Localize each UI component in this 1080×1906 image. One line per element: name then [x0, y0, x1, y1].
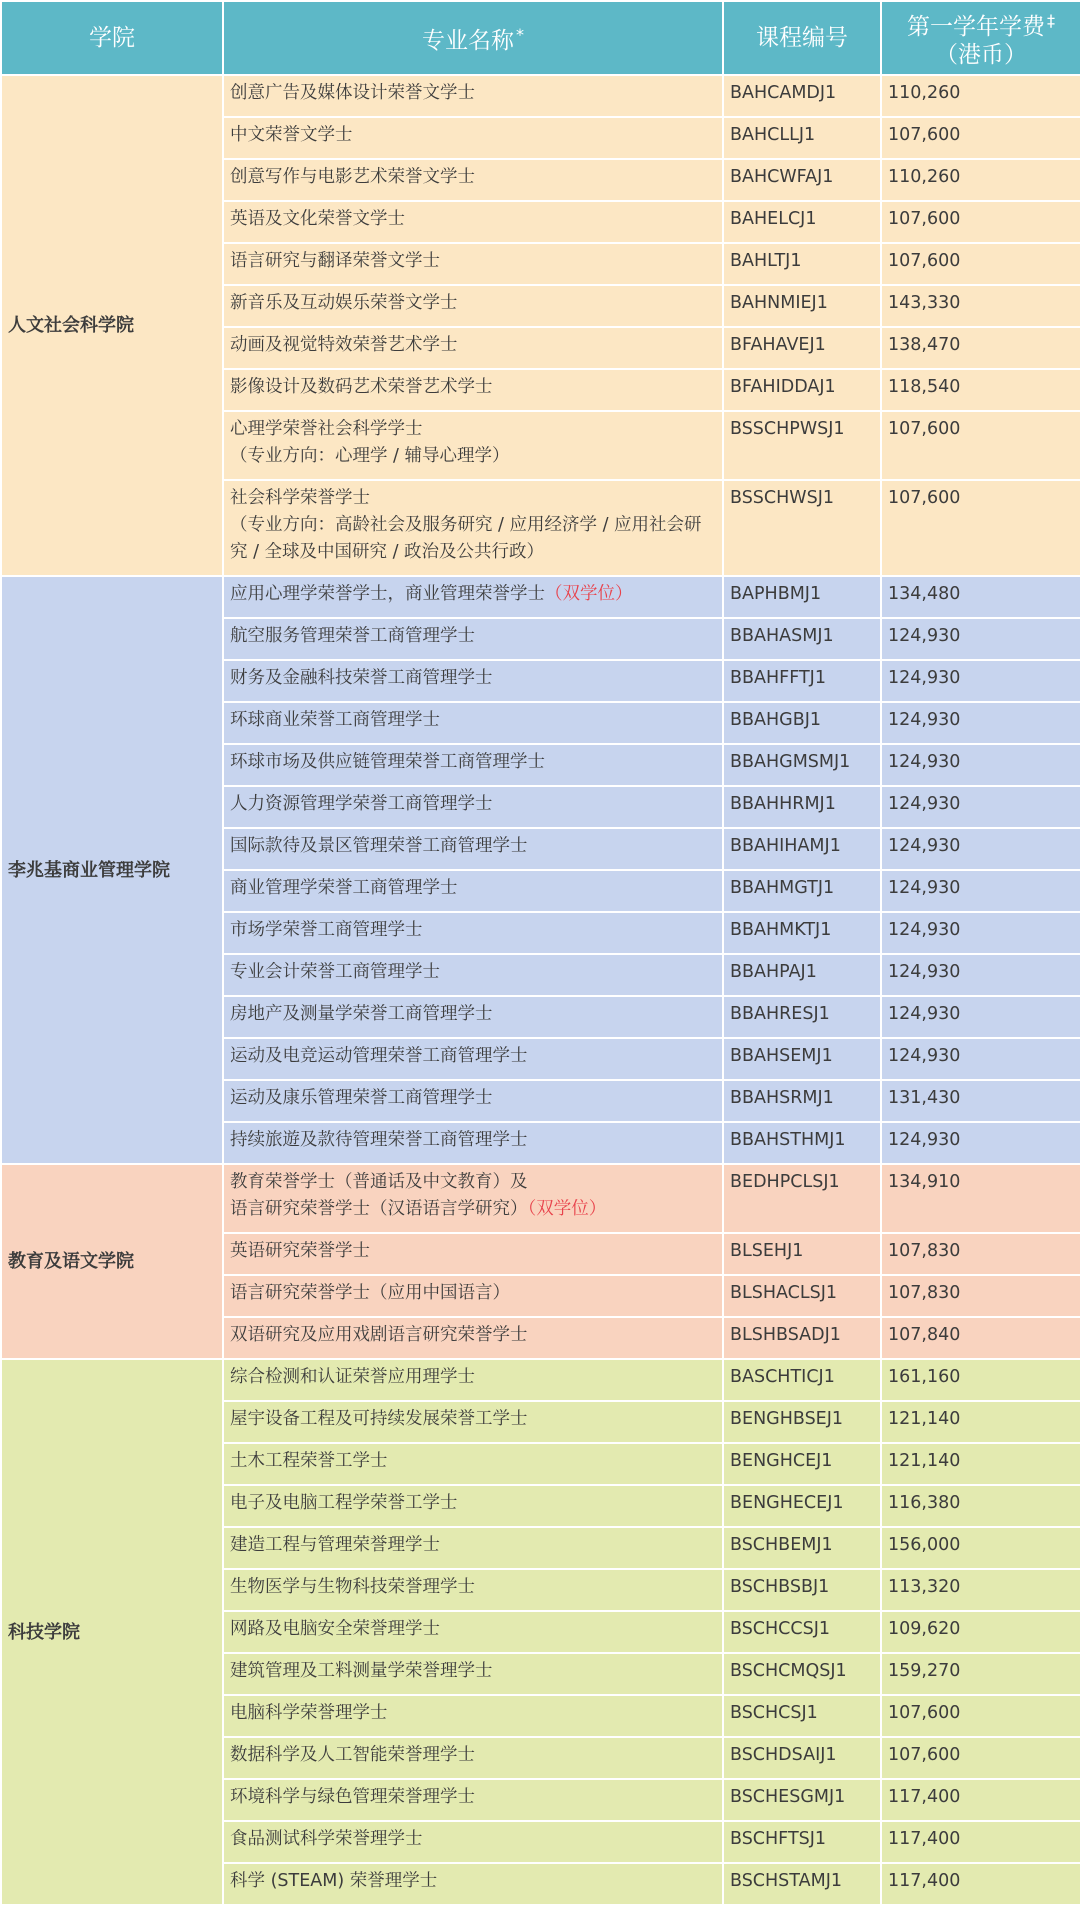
dual-degree-note: （双学位） [545, 584, 633, 604]
programme-name: 创意广告及媒体设计荣誉文学士 [230, 83, 475, 103]
table-row [1, 75, 1080, 117]
programme-subtitle: （专业方向：心理学 / 辅导心理学） [230, 446, 510, 466]
course-code-cell: BSCHCMQSJ1 [723, 1653, 881, 1695]
course-code-cell: BSCHBSBJ1 [723, 1569, 881, 1611]
course-code-cell: BAHNMIEJ1 [723, 285, 881, 327]
programme-name: 应用心理学荣誉学士，商业管理荣誉学士 [230, 584, 545, 604]
programme-name: 专业会计荣誉工商管理学士 [230, 962, 440, 982]
programme-name-cell [223, 243, 723, 285]
tuition-fee-cell: 124,930 [881, 744, 1080, 786]
programme-name-cell [223, 1779, 723, 1821]
tuition-fee-cell: 107,830 [881, 1275, 1080, 1317]
programme-name-cell [223, 996, 723, 1038]
programme-name: 环境科学与绿色管理荣誉理学士 [230, 1787, 475, 1807]
tuition-fee-cell: 124,930 [881, 996, 1080, 1038]
programme-name: 土木工程荣誉工学士 [230, 1451, 388, 1471]
programme-name: 电脑科学荣誉理学士 [230, 1703, 388, 1723]
tuition-fee-cell: 138,470 [881, 327, 1080, 369]
tuition-fee-cell: 131,430 [881, 1080, 1080, 1122]
programme-name-cell [223, 1863, 723, 1905]
programme-name-cell [223, 954, 723, 996]
programme-name-cell [223, 744, 723, 786]
header-fee-currency: （港币） [935, 42, 1027, 68]
programme-name-cell [223, 1443, 723, 1485]
programme-name: 市场学荣誉工商管理学士 [230, 920, 423, 940]
programme-name-cell [223, 1401, 723, 1443]
programme-name-cell [223, 1737, 723, 1779]
table-body [1, 75, 1080, 1905]
course-code-cell: BAHELCJ1 [723, 201, 881, 243]
table-row [1, 1164, 1080, 1233]
course-code-cell: BSCHDSAIJ1 [723, 1737, 881, 1779]
tuition-fee-cell: 124,930 [881, 1038, 1080, 1080]
programme-name-cell [223, 369, 723, 411]
programme-name: 人力资源管理学荣誉工商管理学士 [230, 794, 493, 814]
programme-name: 创意写作与电影艺术荣誉文学士 [230, 167, 475, 187]
header-faculty [1, 1, 223, 75]
tuition-fee-cell: 124,930 [881, 618, 1080, 660]
course-code-cell: BAHLTJ1 [723, 243, 881, 285]
course-code-cell: BBAHIHAMJ1 [723, 828, 881, 870]
programme-name: 教育荣誉学士（普通话及中文教育）及 [230, 1172, 528, 1192]
header-programme-mark: * [516, 25, 524, 44]
programme-name: 电子及电脑工程学荣誉工学士 [230, 1493, 458, 1513]
tuition-fee-cell: 143,330 [881, 285, 1080, 327]
programme-name: 英语及文化荣誉文学士 [230, 209, 405, 229]
programme-name: 影像设计及数码艺术荣誉艺术学士 [230, 377, 493, 397]
programme-name-cell [223, 870, 723, 912]
programme-name-cell [223, 1275, 723, 1317]
programme-name: 新音乐及互动娱乐荣誉文学士 [230, 293, 458, 313]
programme-name-cell [223, 1080, 723, 1122]
programme-name: 食品测试科学荣誉理学士 [230, 1829, 423, 1849]
header-code [723, 1, 881, 75]
programme-name: 运动及康乐管理荣誉工商管理学士 [230, 1088, 493, 1108]
course-code-cell: BLSHACLSJ1 [723, 1275, 881, 1317]
course-code-cell: BBAHSTHMJ1 [723, 1122, 881, 1164]
tuition-fee-cell: 107,600 [881, 411, 1080, 480]
programme-name: 双语研究及应用戏剧语言研究荣誉学士 [230, 1325, 528, 1345]
programme-name: 语言研究荣誉学士（应用中国语言） [230, 1283, 510, 1303]
programme-name: 中文荣誉文学士 [230, 125, 353, 145]
table-row [1, 1359, 1080, 1401]
header-programme [223, 1, 723, 75]
programme-name-cell [223, 480, 723, 576]
tuition-fee-cell: 161,160 [881, 1359, 1080, 1401]
tuition-fee-cell: 107,600 [881, 480, 1080, 576]
programme-subtitle: 语言研究荣誉学士（汉语语言学研究） [230, 1199, 528, 1219]
course-code-cell: BENGHECEJ1 [723, 1485, 881, 1527]
tuition-fee-cell: 107,600 [881, 243, 1080, 285]
programme-name: 屋宇设备工程及可持续发展荣誉工学士 [230, 1409, 528, 1429]
programme-name-cell [223, 327, 723, 369]
programme-name-cell [223, 1611, 723, 1653]
course-code-cell: BFAHAVEJ1 [723, 327, 881, 369]
programme-name: 建造工程与管理荣誉理学士 [230, 1535, 440, 1555]
tuition-fee-cell: 159,270 [881, 1653, 1080, 1695]
tuition-fee-cell: 110,260 [881, 75, 1080, 117]
tuition-fee-cell: 124,930 [881, 1122, 1080, 1164]
programme-name-cell [223, 576, 723, 618]
tuition-fee-cell: 124,930 [881, 702, 1080, 744]
programme-name-cell [223, 660, 723, 702]
course-code-cell: BBAHRESJ1 [723, 996, 881, 1038]
course-code-cell: BLSEHJ1 [723, 1233, 881, 1275]
programme-name-cell [223, 1821, 723, 1863]
course-code-cell: BBAHFFTJ1 [723, 660, 881, 702]
course-code-cell: BBAHGMSMJ1 [723, 744, 881, 786]
course-code-cell: BAHCAMDJ1 [723, 75, 881, 117]
tuition-fee-cell: 124,930 [881, 828, 1080, 870]
programme-name: 商业管理学荣誉工商管理学士 [230, 878, 458, 898]
faculty-cell: 教育及语文学院 [1, 1164, 223, 1359]
tuition-fee-cell: 124,930 [881, 870, 1080, 912]
course-code-cell: BAHCLLJ1 [723, 117, 881, 159]
tuition-fee-cell: 107,840 [881, 1317, 1080, 1359]
programme-name: 科学 (STEAM) 荣誉理学士 [230, 1871, 438, 1891]
course-code-cell: BBAHMKTJ1 [723, 912, 881, 954]
tuition-fee-cell: 117,400 [881, 1821, 1080, 1863]
course-code-cell: BASCHTICJ1 [723, 1359, 881, 1401]
programme-name-cell [223, 1164, 723, 1233]
tuition-fee-cell: 124,930 [881, 660, 1080, 702]
programme-name-cell [223, 828, 723, 870]
programme-name-cell [223, 618, 723, 660]
programme-name: 综合检测和认证荣誉应用理学士 [230, 1367, 475, 1387]
header-fee-mark: ‡ [1047, 11, 1055, 30]
header-code-label: 课程编号 [756, 25, 848, 51]
programme-name-cell [223, 411, 723, 480]
programme-name: 运动及电竞运动管理荣誉工商管理学士 [230, 1046, 528, 1066]
tuition-fee-cell: 117,400 [881, 1779, 1080, 1821]
programme-name-cell [223, 1653, 723, 1695]
course-code-cell: BSCHFTSJ1 [723, 1821, 881, 1863]
course-code-cell: BBAHSEMJ1 [723, 1038, 881, 1080]
course-code-cell: BENGHCEJ1 [723, 1443, 881, 1485]
programme-name: 航空服务管理荣誉工商管理学士 [230, 626, 475, 646]
tuition-fee-cell: 134,910 [881, 1164, 1080, 1233]
course-code-cell: BLSHBSADJ1 [723, 1317, 881, 1359]
programme-name-cell [223, 1359, 723, 1401]
course-code-cell: BAPHBMJ1 [723, 576, 881, 618]
programme-name-cell [223, 1527, 723, 1569]
programme-name-cell [223, 159, 723, 201]
programme-subtitle: （专业方向：高龄社会及服务研究 / 应用经济学 / 应用社会研究 / 全球及中国研究 / 政治及公共行政） [230, 515, 702, 562]
faculty-cell: 科技学院 [1, 1359, 223, 1905]
course-code-cell: BSSCHPWSJ1 [723, 411, 881, 480]
programme-name-cell [223, 1122, 723, 1164]
tuition-fee-cell: 124,930 [881, 912, 1080, 954]
tuition-fee-cell: 107,600 [881, 1695, 1080, 1737]
course-code-cell: BBAHASMJ1 [723, 618, 881, 660]
programme-name: 国际款待及景区管理荣誉工商管理学士 [230, 836, 528, 856]
tuition-fee-cell: 109,620 [881, 1611, 1080, 1653]
programme-name-cell [223, 1317, 723, 1359]
programme-name-cell [223, 1569, 723, 1611]
programme-name: 建筑管理及工料测量学荣誉理学士 [230, 1661, 493, 1681]
programme-name: 数据科学及人工智能荣誉理学士 [230, 1745, 475, 1765]
tuition-fee-cell: 113,320 [881, 1569, 1080, 1611]
programme-name: 语言研究与翻译荣誉文学士 [230, 251, 440, 271]
programme-name: 社会科学荣誉学士 [230, 488, 370, 508]
tuition-fee-cell: 121,140 [881, 1401, 1080, 1443]
tuition-fee-cell: 124,930 [881, 954, 1080, 996]
programme-name: 动画及视觉特效荣誉艺术学士 [230, 335, 458, 355]
programme-name: 环球商业荣誉工商管理学士 [230, 710, 440, 730]
tuition-fee-cell: 107,600 [881, 1737, 1080, 1779]
dual-degree-note: （双学位） [527, 1199, 607, 1219]
course-code-cell: BBAHGBJ1 [723, 702, 881, 744]
header-fee [881, 1, 1080, 75]
course-code-cell: BSCHESGMJ1 [723, 1779, 881, 1821]
programme-name-cell [223, 1485, 723, 1527]
course-code-cell: BSCHCSJ1 [723, 1695, 881, 1737]
course-code-cell: BBAHMGTJ1 [723, 870, 881, 912]
course-code-cell: BAHCWFAJ1 [723, 159, 881, 201]
course-code-cell: BBAHPAJ1 [723, 954, 881, 996]
tuition-fee-cell: 156,000 [881, 1527, 1080, 1569]
programme-name-cell [223, 786, 723, 828]
tuition-fee-cell: 118,540 [881, 369, 1080, 411]
header-faculty-label: 学院 [89, 25, 135, 51]
course-code-cell: BEDHPCLSJ1 [723, 1164, 881, 1233]
programme-name-cell [223, 75, 723, 117]
tuition-fee-cell: 110,260 [881, 159, 1080, 201]
programme-name: 持续旅遊及款待管理荣誉工商管理学士 [230, 1130, 528, 1150]
tuition-fee-cell: 121,140 [881, 1443, 1080, 1485]
course-code-cell: BSCHBEMJ1 [723, 1527, 881, 1569]
programme-name: 财务及金融科技荣誉工商管理学士 [230, 668, 493, 688]
tuition-fee-cell: 124,930 [881, 786, 1080, 828]
programme-name: 生物医学与生物科技荣誉理学士 [230, 1577, 475, 1597]
header-row [1, 1, 1080, 75]
faculty-cell: 李兆基商业管理学院 [1, 576, 223, 1164]
programme-name-cell [223, 117, 723, 159]
course-code-cell: BBAHSRMJ1 [723, 1080, 881, 1122]
programme-name-cell [223, 201, 723, 243]
header-fee-label: 第一学年学费 [907, 14, 1045, 40]
tuition-fee-cell: 116,380 [881, 1485, 1080, 1527]
tuition-fee-cell: 107,830 [881, 1233, 1080, 1275]
course-code-cell: BSSCHWSJ1 [723, 480, 881, 576]
course-code-cell: BFAHIDDAJ1 [723, 369, 881, 411]
tuition-fee-cell: 107,600 [881, 117, 1080, 159]
faculty-cell: 人文社会科学院 [1, 75, 223, 576]
programme-name-cell [223, 912, 723, 954]
table-row [1, 576, 1080, 618]
header-programme-label: 专业名称 [422, 28, 514, 54]
course-code-cell: BSCHCCSJ1 [723, 1611, 881, 1653]
programme-name: 环球市场及供应链管理荣誉工商管理学士 [230, 752, 545, 772]
course-code-cell: BBAHHRMJ1 [723, 786, 881, 828]
programme-name: 心理学荣誉社会科学学士 [230, 419, 423, 439]
programme-name-cell [223, 702, 723, 744]
tuition-fee-cell: 117,400 [881, 1863, 1080, 1905]
programme-name: 英语研究荣誉学士 [230, 1241, 370, 1261]
programme-name: 网路及电脑安全荣誉理学士 [230, 1619, 440, 1639]
programme-name-cell [223, 1038, 723, 1080]
programme-name-cell [223, 1695, 723, 1737]
programme-name-cell [223, 1233, 723, 1275]
tuition-fee-cell: 107,600 [881, 201, 1080, 243]
programme-name: 房地产及测量学荣誉工商管理学士 [230, 1004, 493, 1024]
course-code-cell: BSCHSTAMJ1 [723, 1863, 881, 1905]
programme-name-cell [223, 285, 723, 327]
tuition-fee-cell: 134,480 [881, 576, 1080, 618]
course-code-cell: BENGHBSEJ1 [723, 1401, 881, 1443]
